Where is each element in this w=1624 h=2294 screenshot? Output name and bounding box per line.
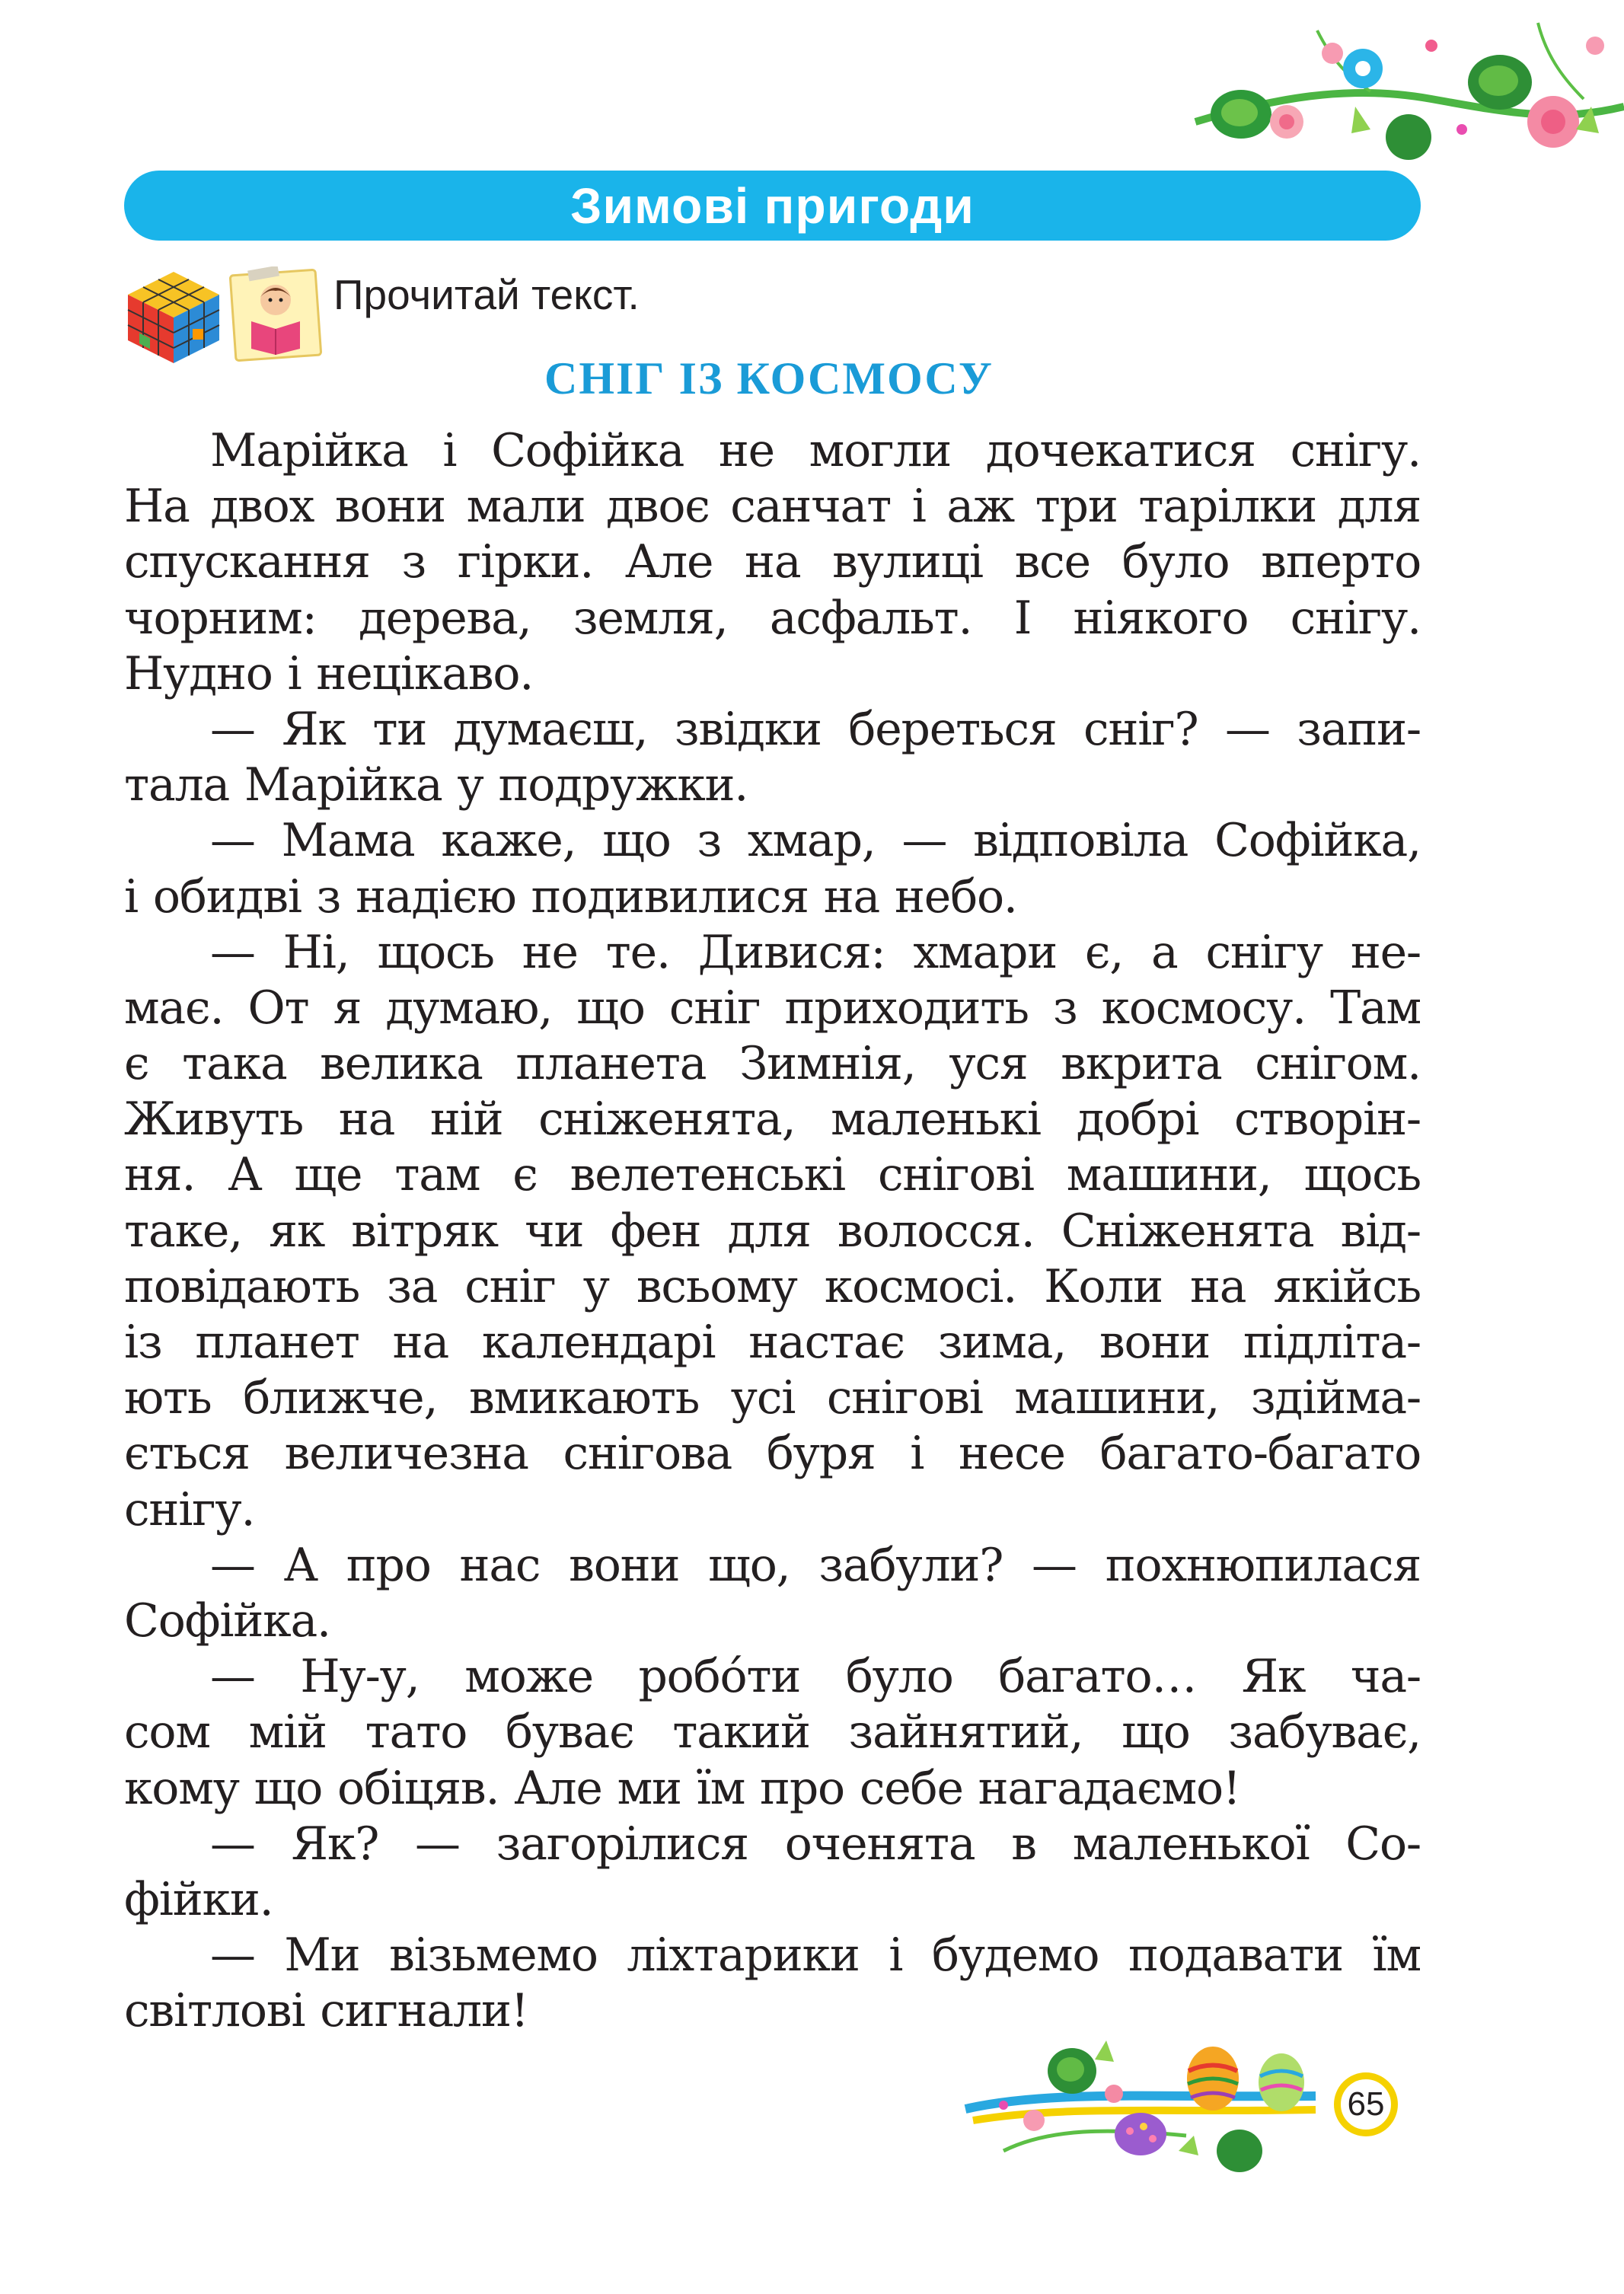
story-line: — Як ти думаєш, звідки береться сніг? — запи- [210, 702, 1421, 756]
story-line: — Ми візьмемо ліхтарики і будемо подавати їм [210, 1929, 1421, 1983]
story-line: Софійка. [124, 1594, 330, 1648]
instruction-text: Прочитай текст. [333, 271, 640, 318]
story-line: є така велика планета Зимнія, уся вкрита снігом. [124, 1037, 1421, 1091]
story-line: — Мама каже, що з хмар, — відповіла Софійка, [210, 814, 1421, 868]
story-line: фійки. [124, 1872, 273, 1926]
story-line: На двох вони мали двоє санчат і аж три тарілки для [124, 480, 1421, 534]
section-title: Зимові пригоди [570, 177, 975, 234]
floral-branch-decoration [1180, 15, 1624, 168]
story-line: ють ближче, вмикають усі снігові машини, здійма- [124, 1371, 1421, 1425]
page-number: 65 [1334, 2072, 1398, 2136]
story-line: снігу. [124, 1482, 255, 1536]
story-line: ня. А ще там є велетенські снігові машини, щось [124, 1148, 1421, 1202]
story-line: спускання з гірки. Але на вулиці все було вперто [124, 535, 1421, 589]
story-line: — Ні, щось не те. Дивися: хмари є, а снігу не- [210, 925, 1421, 979]
story-line: Нудно і нецікаво. [124, 646, 534, 700]
story-line: із планет на календарі настає зима, вони підліта- [124, 1316, 1421, 1369]
story-line: тала Марійка у подружки. [124, 758, 748, 812]
story-line: ється величезна снігова буря і несе багато-багато [124, 1427, 1421, 1481]
story-line: чорним: дерева, земля, асфальт. І ніякого снігу. [124, 591, 1421, 645]
story-line: кому що обіцяв. Але ми їм про себе нагадаємо! [124, 1761, 1240, 1815]
story-line: Марійка і Софійка не могли дочекатися снігу. [210, 424, 1421, 477]
story-line: має. От я думаю, що сніг приходить з космосу. Там [124, 981, 1421, 1035]
story-line: таке, як вітряк чи фен для волосся. Сніженята від- [124, 1204, 1421, 1258]
story-line: Живуть на ній сніженята, маленькі добрі створін- [124, 1093, 1421, 1147]
story-line: і обидві з надією подивилися на небо. [124, 869, 1017, 924]
story-line: сом мій тато буває такий зайнятий, що забуває, [124, 1705, 1421, 1760]
section-title-banner [124, 171, 1421, 241]
story-line: повідають за сніг у всьому космосі. Коли на якійсь [124, 1259, 1421, 1313]
story-line: — Як? — загорілися оченята в маленької Со- [210, 1817, 1421, 1871]
story-text [124, 423, 1421, 2039]
story-line: світлові сигнали! [124, 1984, 528, 2038]
story-line: — Ну-у, може робóти було багато… Як ча- [210, 1650, 1421, 1704]
story-line: — А про нас вони що, забули? — похнюпилася [210, 1538, 1421, 1592]
story-title: СНІГ ІЗ КОСМОСУ [544, 353, 994, 404]
reading-child-icon [228, 266, 323, 364]
